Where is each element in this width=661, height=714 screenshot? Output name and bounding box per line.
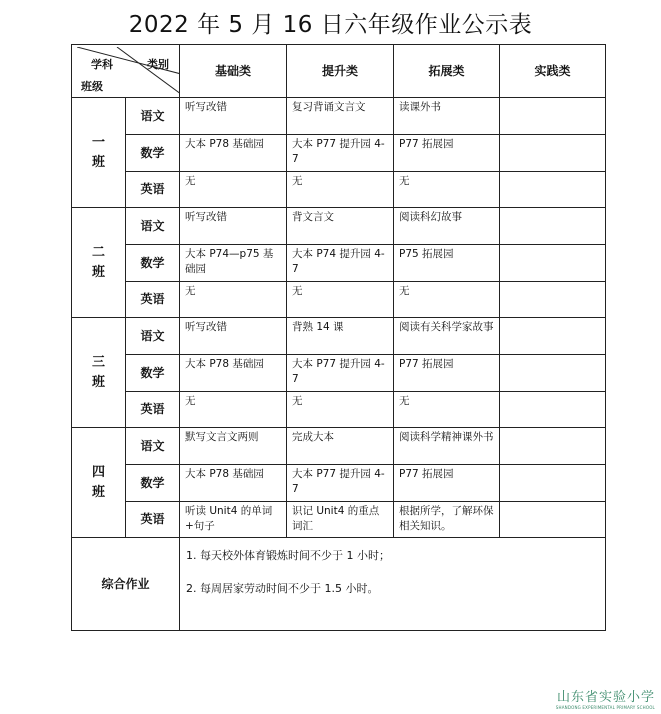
table-row xyxy=(72,355,606,392)
subject-cell: 英语 xyxy=(126,282,180,318)
table-row xyxy=(72,465,606,502)
homework-cell-extended: 无 xyxy=(394,282,500,318)
table-row xyxy=(72,392,606,428)
subject-cell: 语文 xyxy=(126,428,180,465)
subject-cell: 数学 xyxy=(126,245,180,282)
homework-table xyxy=(71,44,606,631)
subject-cell: 英语 xyxy=(126,392,180,428)
homework-cell-advanced: 大本 P77 提升园 4-7 xyxy=(287,355,394,392)
homework-cell-extended: P77 拓展园 xyxy=(394,465,500,502)
corner-category-label: 类别 xyxy=(147,58,169,71)
homework-cell-advanced: 识记 Unit4 的重点词汇 xyxy=(287,502,394,538)
school-logo xyxy=(556,686,655,710)
homework-cell-practice xyxy=(500,208,606,245)
homework-cell-advanced: 无 xyxy=(287,282,394,318)
table-row xyxy=(72,98,606,135)
homework-cell-basic: 大本 P78 基础园 xyxy=(180,355,287,392)
school-logo-name: 山东省实验小学 xyxy=(556,690,655,705)
table-row xyxy=(72,428,606,465)
class-name: 四班 xyxy=(91,464,105,500)
homework-cell-extended: P77 拓展园 xyxy=(394,355,500,392)
homework-cell-basic: 大本 P78 基础园 xyxy=(180,135,287,172)
class-name-cell xyxy=(72,428,126,538)
homework-cell-advanced: 完成大本 xyxy=(287,428,394,465)
column-header-basic: 基础类 xyxy=(180,45,287,98)
homework-cell-advanced: 无 xyxy=(287,172,394,208)
homework-cell-advanced: 背熟 14 课 xyxy=(287,318,394,355)
class-name-cell xyxy=(72,208,126,318)
homework-cell-extended: 阅读有关科学家故事 xyxy=(394,318,500,355)
homework-cell-practice xyxy=(500,135,606,172)
table-row xyxy=(72,318,606,355)
homework-cell-basic: 默写文言文两则 xyxy=(180,428,287,465)
homework-cell-advanced: 大本 P74 提升园 4-7 xyxy=(287,245,394,282)
subject-cell: 语文 xyxy=(126,98,180,135)
homework-cell-extended: 阅读科学精神课外书 xyxy=(394,428,500,465)
homework-cell-advanced: 无 xyxy=(287,392,394,428)
homework-cell-practice xyxy=(500,98,606,135)
class-name: 三班 xyxy=(91,354,105,390)
homework-cell-basic: 听读 Unit4 的单词+句子 xyxy=(180,502,287,538)
column-header-practice: 实践类 xyxy=(500,45,606,98)
comprehensive-body xyxy=(180,538,606,631)
table-row xyxy=(72,135,606,172)
homework-cell-advanced: 大本 P77 提升园 4-7 xyxy=(287,135,394,172)
table-row xyxy=(72,172,606,208)
page-title: 2022 年 5 月 16 日六年级作业公示表 xyxy=(128,12,533,38)
homework-cell-practice xyxy=(500,465,606,502)
comprehensive-item: 2. 每周居家劳动时间不少于 1.5 小时。 xyxy=(186,582,379,595)
header-row xyxy=(72,45,606,98)
homework-cell-basic: 无 xyxy=(180,392,287,428)
class-name: 二班 xyxy=(91,244,105,280)
homework-cell-advanced: 背文言文 xyxy=(287,208,394,245)
homework-cell-extended: 根据所学，了解环保相关知识。 xyxy=(394,502,500,538)
column-header-extended: 拓展类 xyxy=(394,45,500,98)
homework-cell-advanced: 大本 P77 提升园 4-7 xyxy=(287,465,394,502)
homework-cell-practice xyxy=(500,355,606,392)
table-row xyxy=(72,245,606,282)
table-row xyxy=(72,208,606,245)
header-corner-cell xyxy=(72,45,180,98)
subject-cell: 数学 xyxy=(126,355,180,392)
homework-cell-basic: 大本 P78 基础园 xyxy=(180,465,287,502)
class-name: 一班 xyxy=(91,134,105,170)
corner-class-label: 班级 xyxy=(81,80,103,93)
homework-cell-basic: 听写改错 xyxy=(180,208,287,245)
homework-cell-practice xyxy=(500,282,606,318)
homework-cell-practice xyxy=(500,428,606,465)
homework-cell-practice xyxy=(500,245,606,282)
subject-cell: 英语 xyxy=(126,502,180,538)
subject-cell: 语文 xyxy=(126,208,180,245)
homework-cell-basic: 无 xyxy=(180,172,287,208)
homework-cell-extended: 无 xyxy=(394,392,500,428)
table-row xyxy=(72,502,606,538)
class-name-cell xyxy=(72,318,126,428)
homework-cell-basic: 听写改错 xyxy=(180,318,287,355)
subject-cell: 语文 xyxy=(126,318,180,355)
subject-cell: 数学 xyxy=(126,465,180,502)
homework-cell-basic: 大本 P74—p75 基础园 xyxy=(180,245,287,282)
comprehensive-item: 1. 每天校外体育锻炼时间不少于 1 小时； xyxy=(186,549,390,562)
comprehensive-label: 综合作业 xyxy=(72,538,180,631)
homework-cell-basic: 无 xyxy=(180,282,287,318)
homework-cell-practice xyxy=(500,392,606,428)
subject-cell: 英语 xyxy=(126,172,180,208)
homework-cell-practice xyxy=(500,318,606,355)
column-header-advanced: 提升类 xyxy=(287,45,394,98)
homework-cell-advanced: 复习背诵文言文 xyxy=(287,98,394,135)
comprehensive-row xyxy=(72,538,606,631)
homework-cell-extended: P77 拓展园 xyxy=(394,135,500,172)
class-name-cell xyxy=(72,98,126,208)
homework-cell-practice xyxy=(500,172,606,208)
homework-cell-extended: 无 xyxy=(394,172,500,208)
homework-cell-basic: 听写改错 xyxy=(180,98,287,135)
homework-cell-extended: P75 拓展园 xyxy=(394,245,500,282)
school-logo-subtitle: SHANDONG EXPERIMENTAL PRIMARY SCHOOL xyxy=(555,705,655,710)
table-row xyxy=(72,282,606,318)
corner-subject-label: 学科 xyxy=(91,58,113,71)
homework-cell-extended: 读课外书 xyxy=(394,98,500,135)
homework-cell-practice xyxy=(500,502,606,538)
homework-cell-extended: 阅读科幻故事 xyxy=(394,208,500,245)
subject-cell: 数学 xyxy=(126,135,180,172)
